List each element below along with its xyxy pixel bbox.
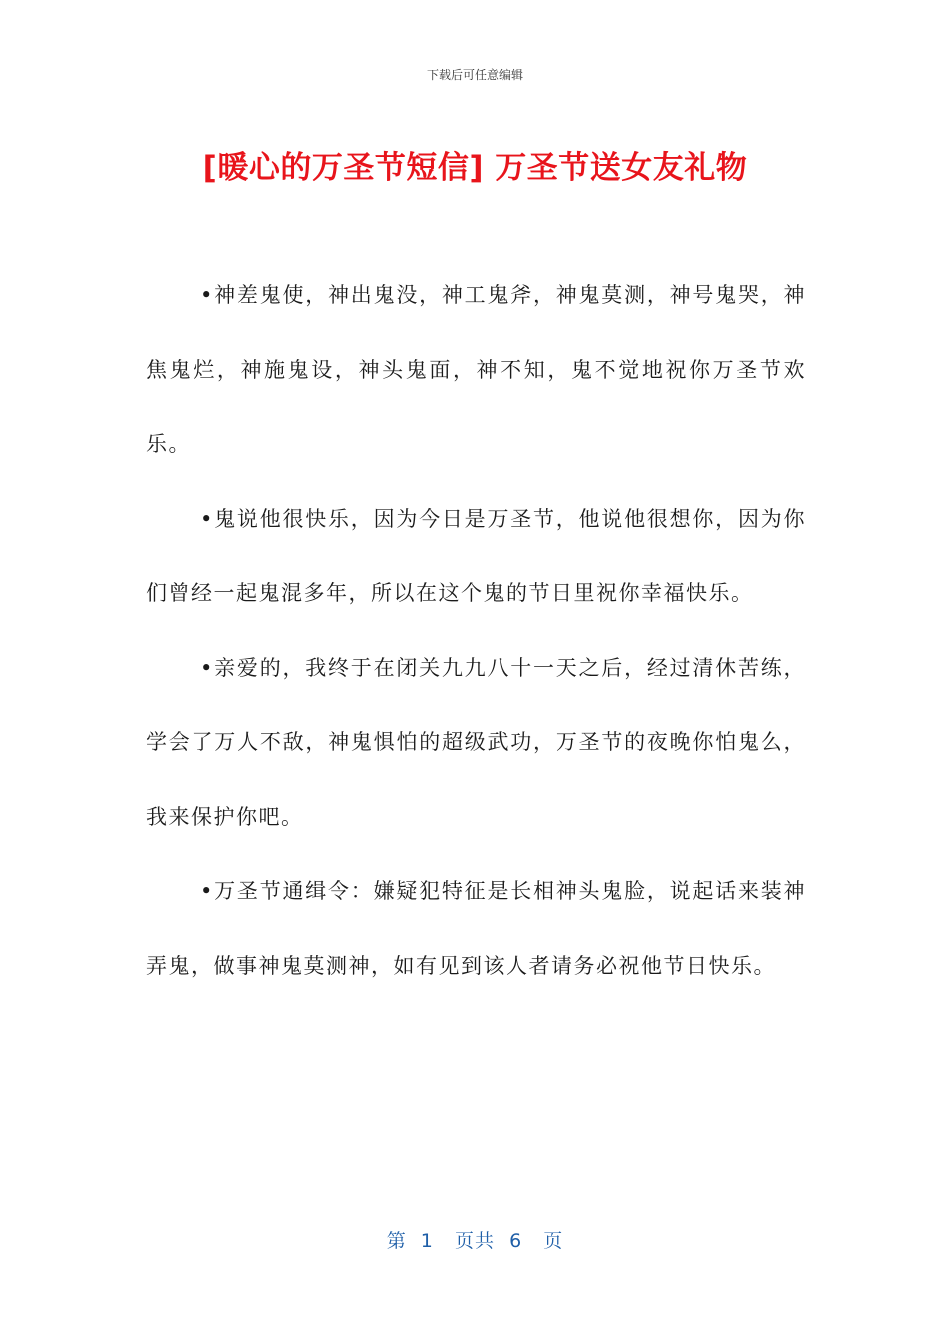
document-body	[146, 258, 806, 1003]
page-number-footer	[0, 1226, 950, 1253]
download-note: 下载后可任意编辑	[426, 68, 523, 82]
paragraph-4: •万圣节通缉令：嫌疑犯特征是长相神头鬼脸，说起话来装神弄鬼，做事神鬼莫测神，如有见到该人者请务必祝他节日快乐。	[146, 879, 806, 978]
paragraph-3: •亲爱的，我终于在闭关九九八十一天之后，经过清休苦练，学会了万人不敌，神鬼惧怕的超级武功，万圣节的夜晚你怕鬼么，我来保护你吧。	[146, 655, 806, 829]
document-title: [暖心的万圣节短信] 万圣节送女友礼物	[202, 150, 748, 186]
paragraph-1: •神差鬼使，神出鬼没，神工鬼斧，神鬼莫测，神号鬼哭，神焦鬼烂，神施鬼设，神头鬼面，神不知，鬼不觉地祝你万圣节欢乐。	[146, 283, 806, 456]
paragraph-2: •鬼说他很快乐，因为今日是万圣节，他说他很想你，因为你们曾经一起鬼混多年，所以在这个鬼的节日里祝你幸福快乐。	[146, 506, 806, 605]
page-number-label: 第 1 页共 6 页	[386, 1230, 564, 1252]
